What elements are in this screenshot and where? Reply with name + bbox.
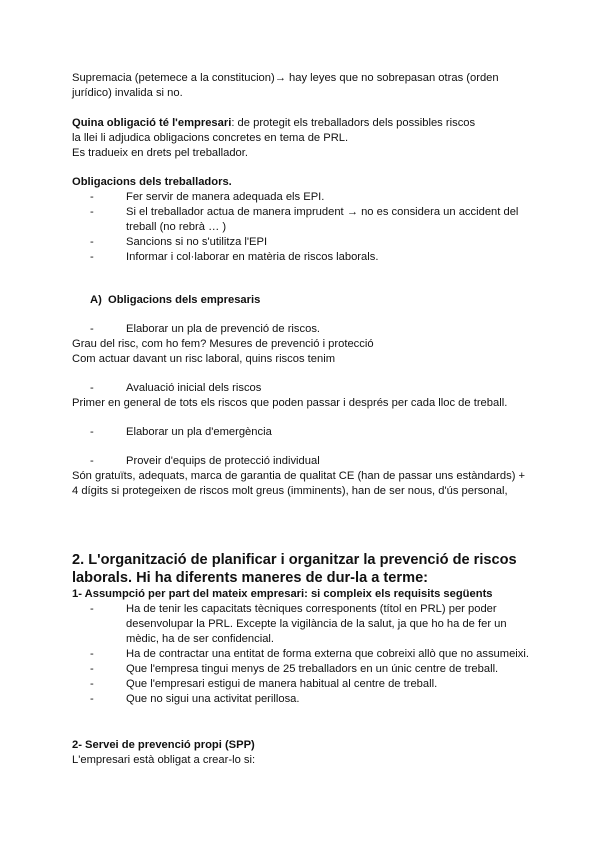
sub2 bbox=[72, 738, 542, 768]
quina-line-2: la llei li adjudica obligacions concretes en tema de PRL. bbox=[72, 132, 349, 144]
list-item: - Ha de contractar una entitat de forma externa que cobreixi allò que no assumeixi. bbox=[90, 647, 542, 662]
list-item: - Informar i col·laborar en matèria de riscos laborals. bbox=[90, 250, 542, 265]
obligacions-treballadors-title: Obligacions dels treballadors. bbox=[72, 176, 232, 188]
list-item: - Elaborar un pla de prevenció de riscos. bbox=[90, 322, 542, 337]
quina-bold: Quina obligació té l'empresari bbox=[72, 117, 232, 129]
item4-text-2: 4 dígits si protegeixen de riscos molt greus (imminents), han de ser nous, d'ús personal, bbox=[72, 485, 508, 497]
item2-text: Primer en general de tots els riscos que poden passar i després per cada lloc de treball. bbox=[72, 397, 508, 409]
section-2 bbox=[72, 551, 542, 707]
section-a-item-1 bbox=[72, 322, 542, 367]
item1-text-1: Grau del risc, com ho fem? Mesures de prevenció i protecció bbox=[72, 338, 374, 350]
list-item: - Proveir d'equips de protecció individual bbox=[90, 454, 542, 469]
list-item: - Que l'empresari estigui de manera habitual al centre de treball. bbox=[90, 677, 542, 692]
list-item: - Elaborar un pla d'emergència bbox=[90, 425, 542, 440]
section-a-title: Obligacions dels empresaris bbox=[108, 294, 261, 306]
section-a-item-4 bbox=[72, 454, 542, 499]
quina-line-1 bbox=[72, 116, 542, 131]
section-a-item-2 bbox=[72, 381, 542, 411]
section-2-heading: 2. L'organització de planificar i organitzar la prevenció de riscos laborals. Hi ha diferents maneres de dur-la a terme: bbox=[72, 552, 517, 586]
list-item: - Ha de tenir les capacitats tècniques corresponents (títol en PRL) per poder desenvolupar la PRL. Excepte la vigilància de la salut, ja que ho ha de fer un mèdic, ha de ser confidencial. bbox=[90, 602, 536, 647]
list-item: - Fer servir de manera adequada els EPI. bbox=[90, 190, 542, 205]
sub2-text: L'empresari està obligat a crear-lo si: bbox=[72, 754, 256, 766]
section-a-label: A) bbox=[90, 294, 102, 306]
sub1-title: 1- Assumpció per part del mateix empresari: si compleix els requisits següents bbox=[72, 588, 493, 600]
quina-rest: : de protegit els treballadors dels possibles riscos bbox=[231, 117, 476, 129]
quina-paragraph bbox=[72, 116, 542, 161]
intro-line-2: jurídico) invalida si no. bbox=[72, 87, 183, 99]
section-a-heading bbox=[72, 293, 542, 308]
obligacions-treballadors-list bbox=[72, 190, 542, 265]
list-item: - Sancions si no s'utilitza l'EPI bbox=[90, 235, 542, 250]
intro-line-1: Supremacia (petemece a la constitucion)→ hay leyes que no sobrepasan otras (orden bbox=[72, 72, 499, 84]
list-item: - Avaluació inicial dels riscos bbox=[90, 381, 542, 396]
list-item: - Que no sigui una activitat perillosa. bbox=[90, 692, 542, 707]
item4-text-1: Són gratuïts, adequats, marca de garantia de qualitat CE (han de passar uns estàndards) + bbox=[72, 470, 526, 482]
quina-line-3: Es tradueix en drets pel treballador. bbox=[72, 147, 248, 159]
section-a-item-3 bbox=[72, 425, 542, 440]
item1-text-2: Com actuar davant un risc laboral, quins riscos tenim bbox=[72, 353, 336, 365]
list-item: - Que l'empresa tingui menys de 25 treballadors en un únic centre de treball. bbox=[90, 662, 542, 677]
sub2-title: 2- Servei de prevenció propi (SPP) bbox=[72, 739, 255, 751]
list-item: - Si el treballador actua de manera imprudent → no es considera un accident del treball (no rebrà … ) bbox=[90, 205, 526, 235]
obligacions-treballadors bbox=[72, 175, 542, 265]
sub1-list bbox=[72, 602, 542, 707]
intro-paragraph bbox=[72, 71, 542, 101]
